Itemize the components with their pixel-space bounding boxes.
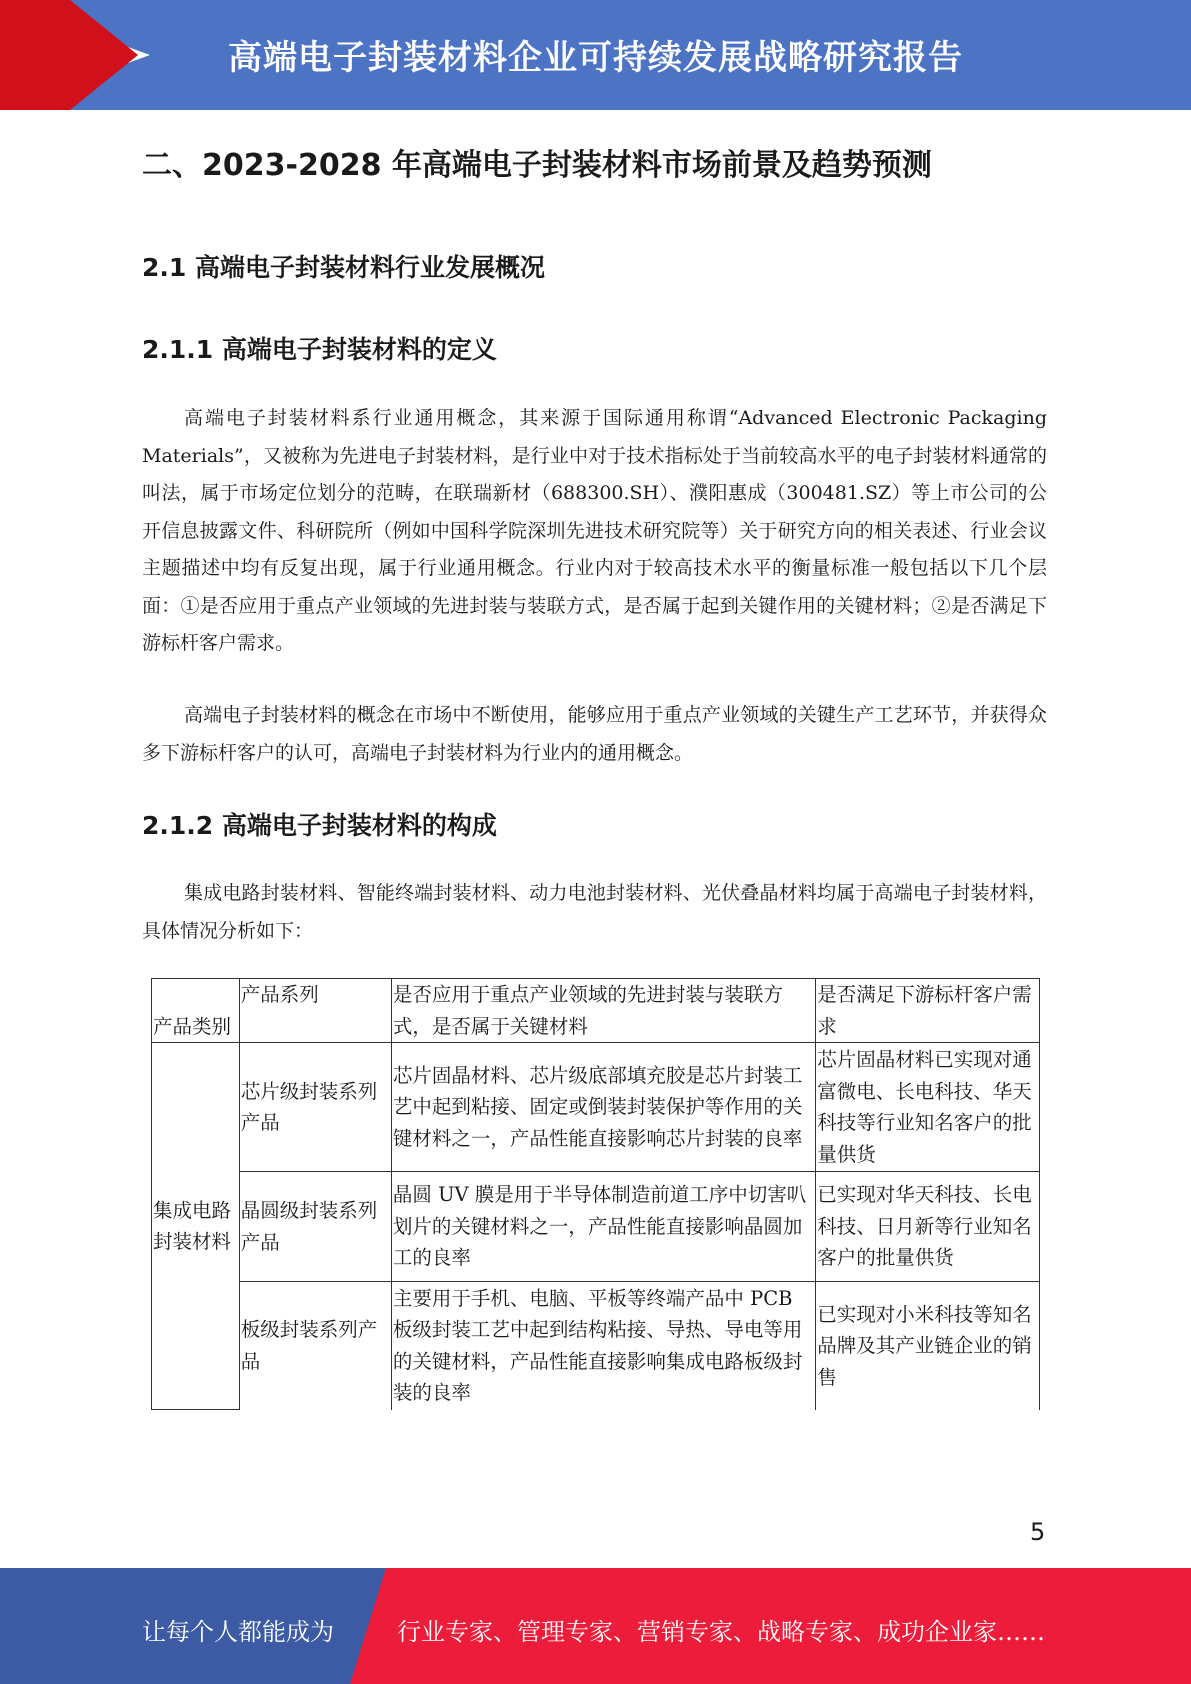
customers-cell: 已实现对小米科技等知名品牌及其产业链企业的销售 xyxy=(816,1282,1040,1410)
composition-paragraph: 集成电路封装材料、智能终端封装材料、动力电池封装材料、光伏叠晶材料均属于高端电子封装材料，具体情况分析如下： xyxy=(142,882,1047,942)
table-row xyxy=(152,1043,1040,1172)
series-cell: 晶圆级封装系列产品 xyxy=(239,1172,391,1282)
header-red-band xyxy=(0,0,70,110)
page-header xyxy=(0,0,1191,110)
series-cell: 板级封装系列产品 xyxy=(239,1282,391,1410)
series-cell: 芯片级封装系列产品 xyxy=(239,1043,391,1172)
report-title: 高端电子封装材料企业可持续发展战略研究报告 xyxy=(228,38,963,78)
application-cell: 主要用于手机、电脑、平板等终端产品中 PCB 板级封装工艺中起到结构粘接、导热、导电等用的关键材料，产品性能直接影响集成电路板级封装的良率 xyxy=(391,1282,815,1410)
table-header-row xyxy=(152,979,1040,1043)
page-footer xyxy=(0,1568,1191,1684)
definition-paragraph: 高端电子封装材料系行业通用概念，其来源于国际通用称谓“Advanced Electronic Packaging Materials”，又被称为先进电子封装材料，是行业中对于技术指标处于当前较高水平的电子封装材料通常的叫法，属于市场定位划分的范畴，在联瑞新材（688300.SH）、濮阳惠成（300481.SZ）等上市公司的公开信息披露文件、科研院所（例如中国科学院深圳先进技术研究院等）关于研究方向的相关表述、行业会议主题描述中均有反复出现，属于行业通用概念。行业内对于较高技术水平的衡量标准一般包括以下几个层面：①是否应用于重点产业领域的先进封装与装联方式，是否属于起到关键作用的关键材料；②是否满足下游标杆客户需求。 xyxy=(142,407,1047,654)
category-cell: 集成电路封装材料 xyxy=(152,1043,240,1410)
table-header-cell: 是否应用于重点产业领域的先进封装与装联方式，是否属于关键材料 xyxy=(391,979,815,1043)
page-number: 5 xyxy=(1030,1518,1046,1546)
concept-paragraph: 高端电子封装材料的概念在市场中不断使用，能够应用于重点产业领域的关键生产工艺环节，并获得众多下游标杆客户的认可，高端电子封装材料为行业内的通用概念。 xyxy=(142,704,1047,764)
footer-slogan-right: 行业专家、管理专家、营销专家、战略专家、成功企业家…… xyxy=(397,1618,1045,1646)
section-heading-2-1-2: 2.1.2 高端电子封装材料的构成 xyxy=(142,811,497,840)
footer-slogan-left: 让每个人都能成为 xyxy=(142,1618,334,1646)
section-heading-2-1-1: 2.1.1 高端电子封装材料的定义 xyxy=(142,335,497,364)
header-arrow-icon xyxy=(70,0,138,110)
table-header-cell: 产品系列 xyxy=(239,979,391,1043)
application-cell: 芯片固晶材料、芯片级底部填充胶是芯片封装工艺中起到粘接、固定或倒装封装保护等作用的关键材料之一，产品性能直接影响芯片封装的良率 xyxy=(391,1043,815,1172)
footer-slant-shape xyxy=(350,1568,386,1684)
section-heading-2-1: 2.1 高端电子封装材料行业发展概况 xyxy=(142,253,545,282)
chapter-heading: 二、2023-2028 年高端电子封装材料市场前景及趋势预测 xyxy=(142,148,932,183)
application-cell: 晶圆 UV 膜是用于半导体制造前道工序中切害叭划片的关键材料之一，产品性能直接影响晶圆加工的良率 xyxy=(391,1172,815,1282)
table-row xyxy=(152,1282,1040,1410)
customers-cell: 已实现对华天科技、长电科技、日月新等行业知名客户的批量供货 xyxy=(816,1172,1040,1282)
table-row xyxy=(152,1172,1040,1282)
table-header-cell: 是否满足下游标杆客户需求 xyxy=(816,979,1040,1043)
customers-cell: 芯片固晶材料已实现对通富微电、长电科技、华天科技等行业知名客户的批量供货 xyxy=(816,1043,1040,1172)
product-table xyxy=(151,978,1040,1410)
table-header-cell: 产品类别 xyxy=(152,979,240,1043)
